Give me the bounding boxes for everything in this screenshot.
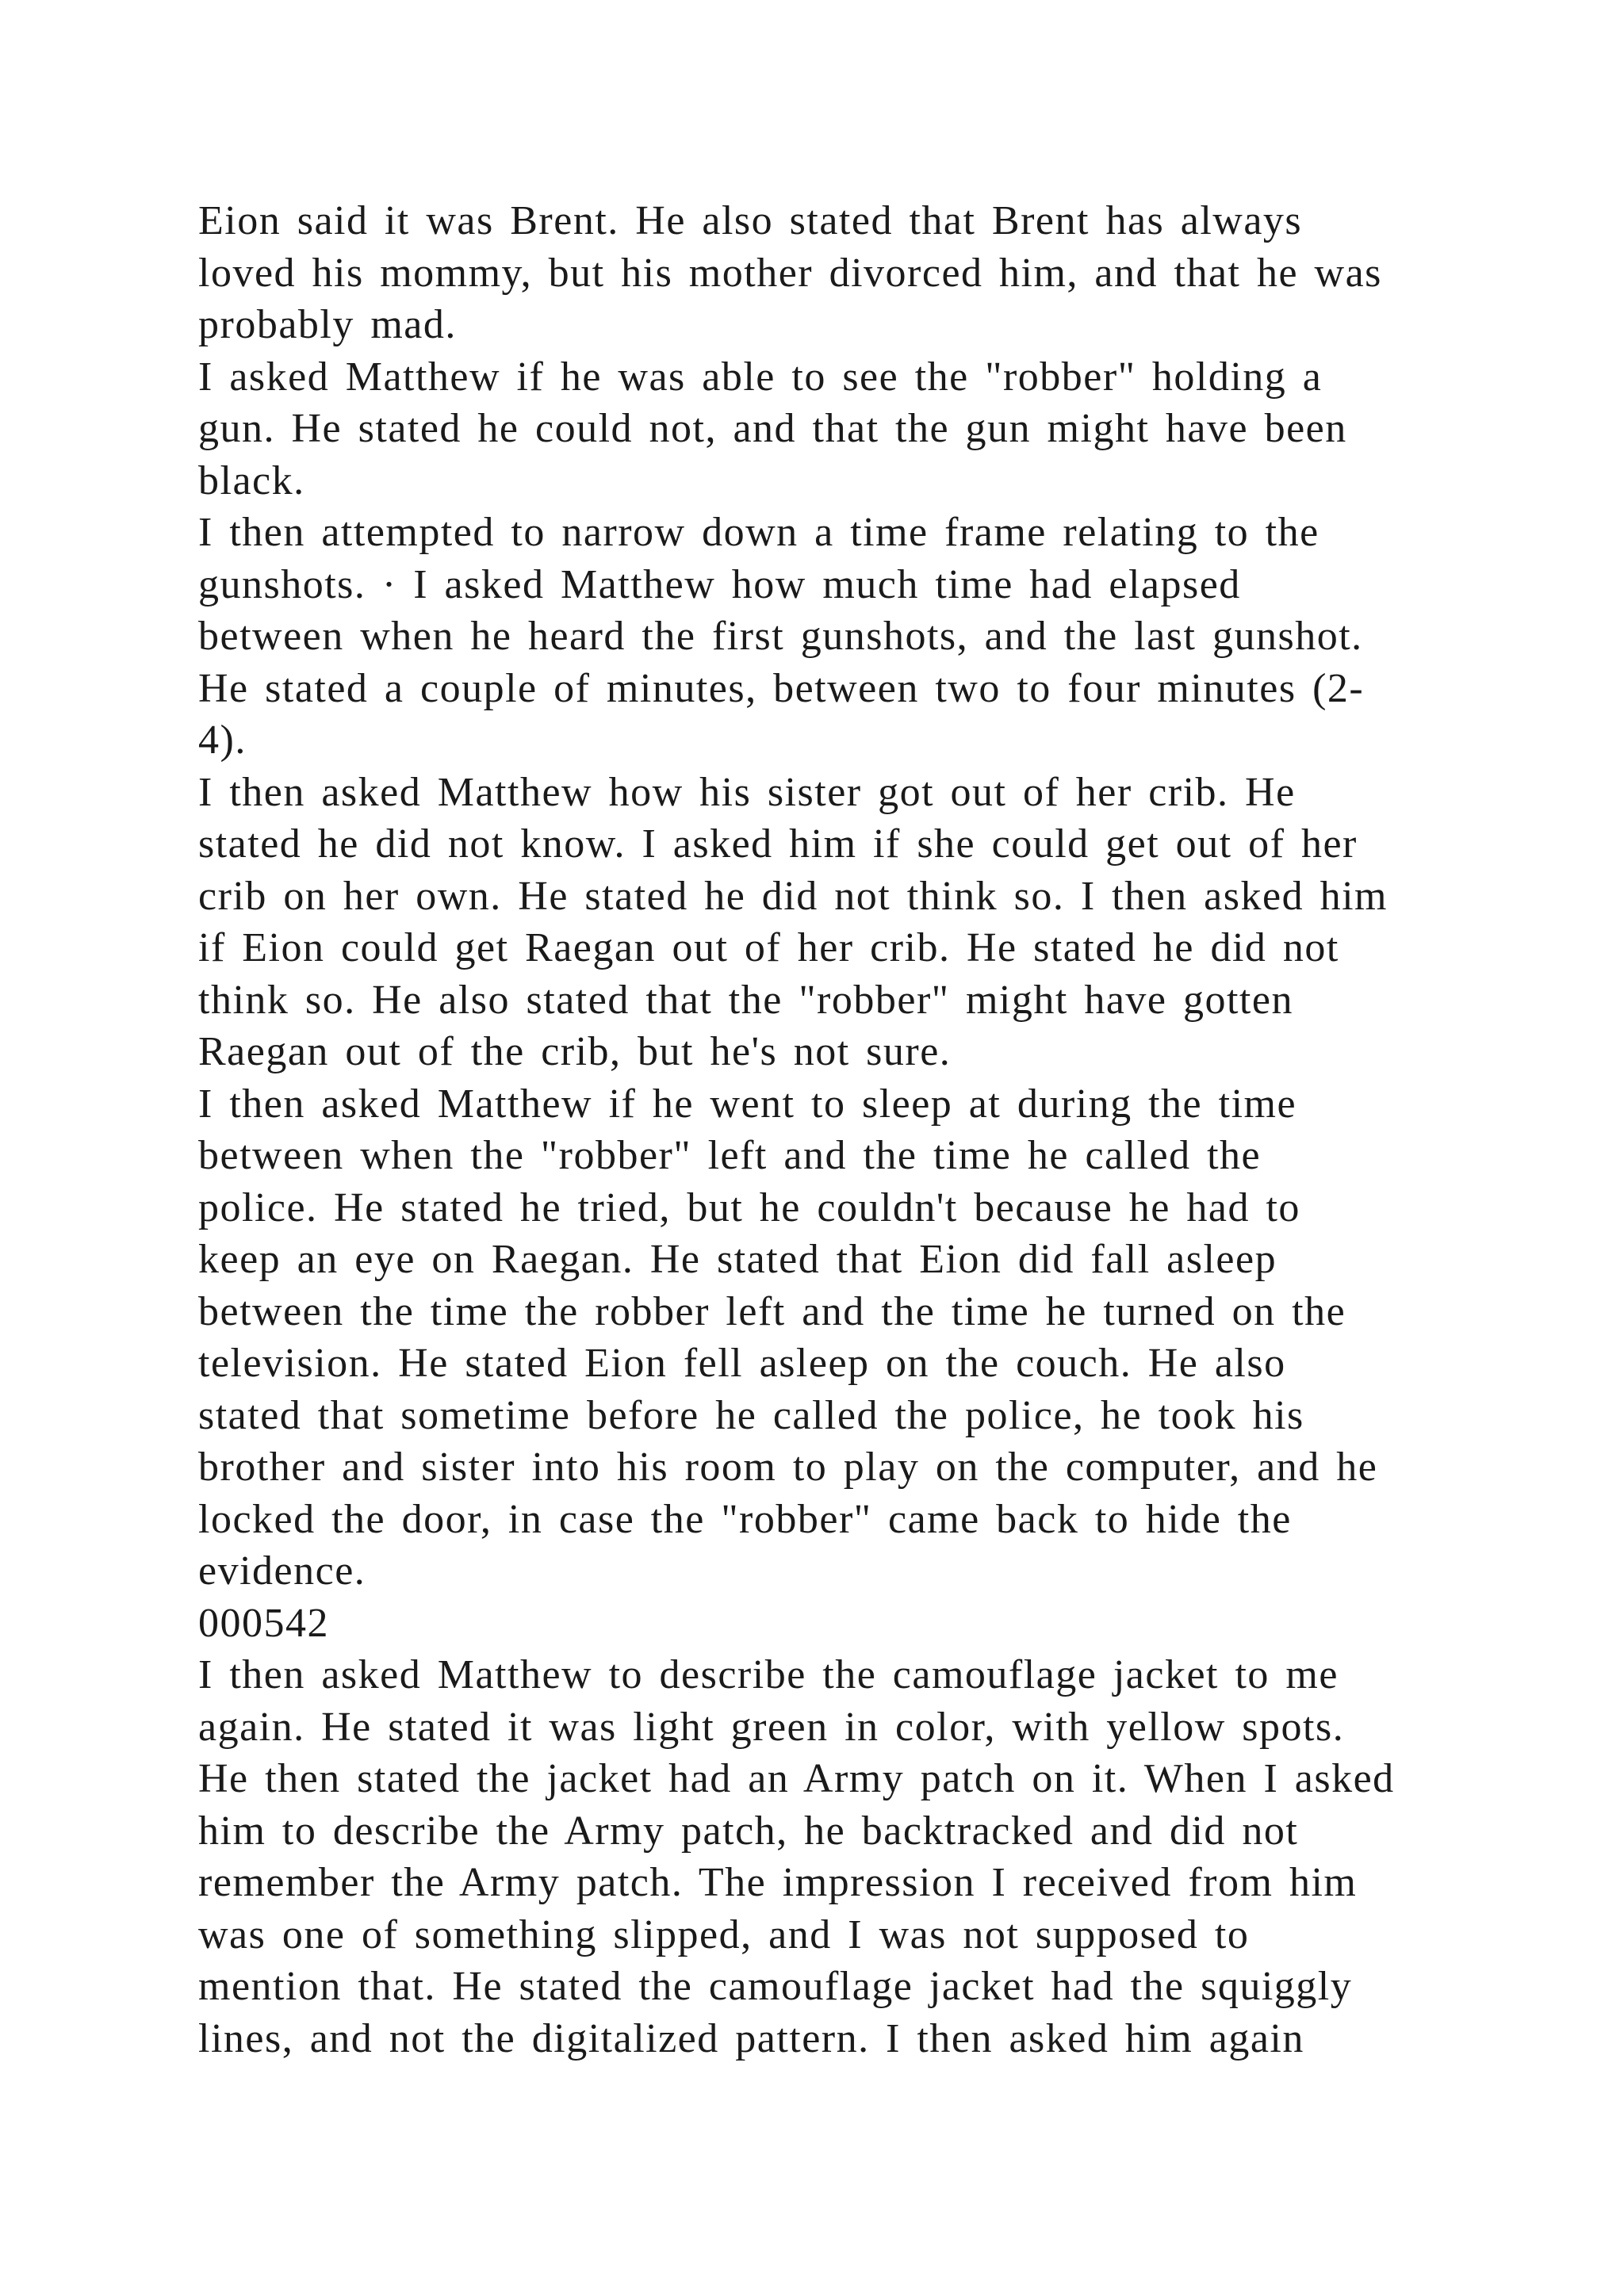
- text-line: gunshots. · I asked Matthew how much time had elapsed: [198, 561, 1241, 607]
- text-line: crib on her own. He stated he did not think so. I then asked him: [198, 873, 1388, 919]
- text-line: brother and sister into his room to play on the computer, and he: [198, 1445, 1378, 1490]
- text-line: was one of something slipped, and I was not supposed to: [198, 1911, 1250, 1957]
- text-line: between the time the robber left and the time he turned on the: [198, 1288, 1346, 1334]
- text-line: loved his mommy, but his mother divorced him, and that he was: [198, 250, 1382, 296]
- text-line: I then asked Matthew if he went to sleep at during the time: [198, 1081, 1297, 1127]
- text-line: 4).: [198, 718, 247, 763]
- text-line: think so. He also stated that the "robber" might have gotten: [198, 977, 1293, 1023]
- text-line: lines, and not the digitalized pattern. I then asked him again: [198, 2015, 1304, 2061]
- text-line: evidence.: [198, 1548, 366, 1594]
- text-line: I then attempted to narrow down a time frame relating to the: [198, 510, 1320, 555]
- text-line: probably mad.: [198, 302, 457, 347]
- document-body: [198, 195, 1451, 2064]
- text-line: He then stated the jacket had an Army patch on it. When I asked: [198, 1756, 1395, 1801]
- text-line: police. He stated he tried, but he couldn't because he had to: [198, 1184, 1300, 1230]
- bates-number: 000542: [198, 1600, 329, 1646]
- text-line: gun. He stated he could not, and that the gun might have been: [198, 406, 1347, 451]
- text-line: I then asked Matthew to describe the camouflage jacket to me: [198, 1652, 1339, 1697]
- text-line: stated he did not know. I asked him if she could get out of her: [198, 821, 1358, 867]
- text-line: stated that sometime before he called the police, he took his: [198, 1392, 1304, 1438]
- text-line: mention that. He stated the camouflage jacket had the squiggly: [198, 1964, 1353, 2009]
- text-line: remember the Army patch. The impression I received from him: [198, 1860, 1358, 1905]
- text-line: him to describe the Army patch, he backtracked and did not: [198, 1808, 1299, 1854]
- text-line: Eion said it was Brent. He also stated that Brent has always: [198, 198, 1303, 243]
- text-line: if Eion could get Raegan out of her crib. He stated he did not: [198, 925, 1339, 970]
- text-line: again. He stated it was light green in color, with yellow spots.: [198, 1704, 1345, 1750]
- text-line: between when the "robber" left and the time he called the: [198, 1133, 1262, 1178]
- text-line: He stated a couple of minutes, between two to four minutes (2-: [198, 665, 1365, 711]
- text-line: between when he heard the first gunshots, and the last gunshot.: [198, 614, 1363, 659]
- text-line: black.: [198, 457, 305, 503]
- text-line: keep an eye on Raegan. He stated that Eion did fall asleep: [198, 1237, 1277, 1282]
- text-line: locked the door, in case the "robber" came back to hide the: [198, 1496, 1292, 1542]
- text-line: I then asked Matthew how his sister got out of her crib. He: [198, 769, 1296, 815]
- text-line: Raegan out of the crib, but he's not sure.: [198, 1029, 952, 1074]
- text-line: television. He stated Eion fell asleep on the couch. He also: [198, 1341, 1286, 1386]
- text-line: I asked Matthew if he was able to see the "robber" holding a: [198, 354, 1323, 400]
